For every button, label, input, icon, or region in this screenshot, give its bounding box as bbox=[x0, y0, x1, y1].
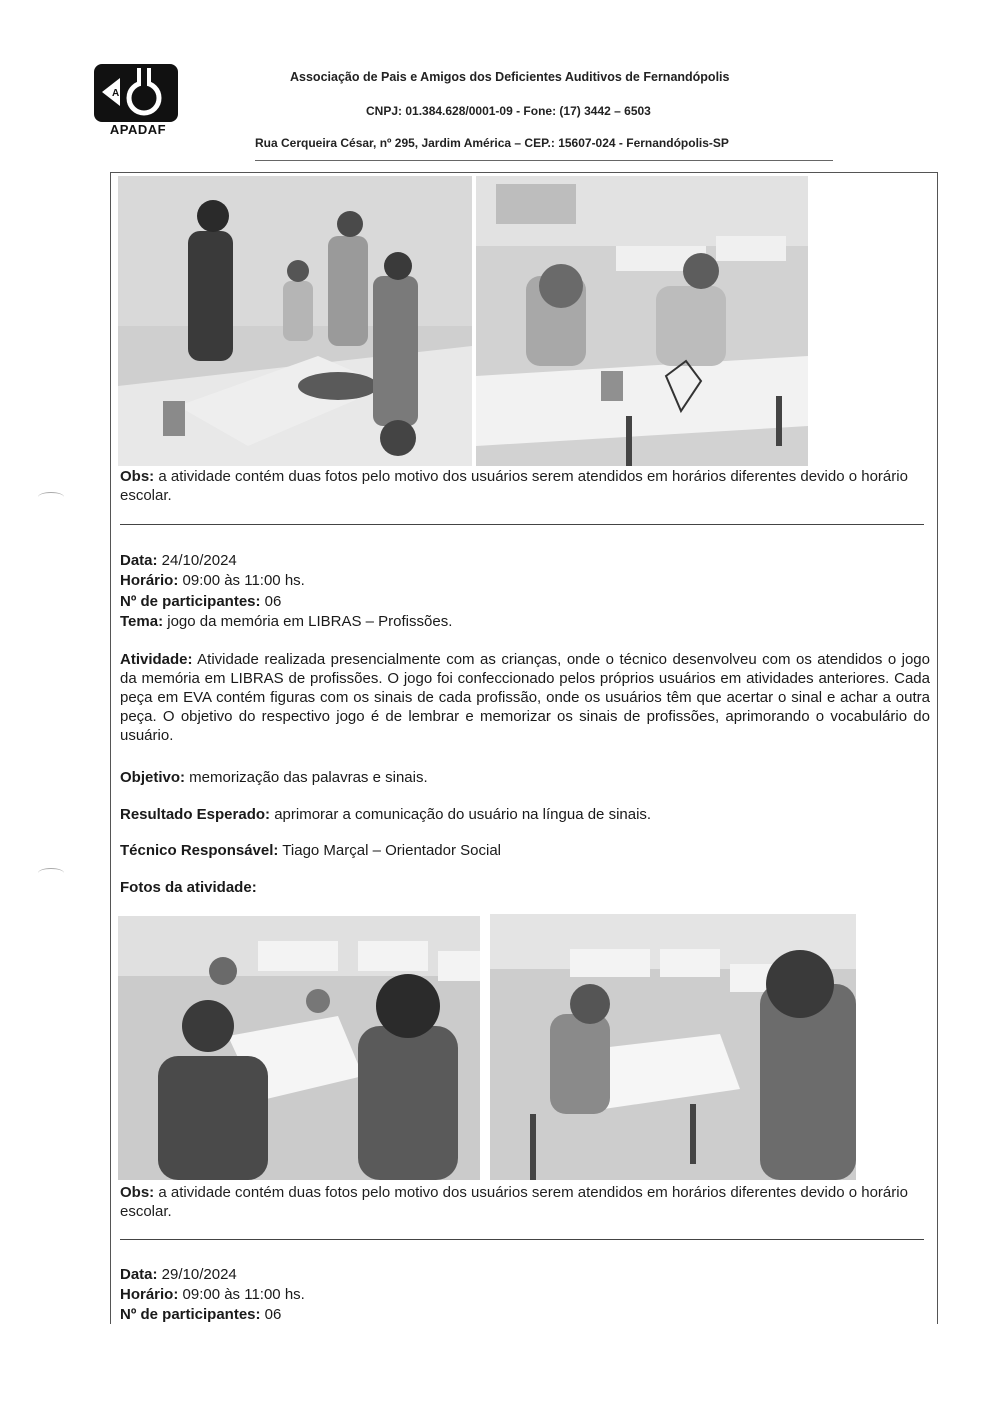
time-field bbox=[120, 571, 305, 590]
participants-field bbox=[120, 592, 281, 611]
logo-text: APADAF bbox=[109, 122, 167, 137]
activity-value: Atividade realizada presencialmente com as crianças, onde o técnico desenvolveu com os atendidos o jogo da memória em LIBRAS de profissões. O jogo foi confeccionado pelos próprios usuários em atividades anteriores. Cada peça em EVA contém figuras com os sinais de cada profissão, onde os usuários têm que acertar o sinal e achar a outra peça. O objetivo do respectivo jogo é de lembrar e memorizar os sinais de profissões, aprimorando o vocabulário do usuário. bbox=[120, 651, 930, 744]
responsible-technician-field bbox=[120, 841, 501, 860]
date-label: Data: bbox=[120, 1266, 158, 1283]
scan-margin-mark bbox=[38, 492, 64, 502]
date-field bbox=[120, 551, 237, 570]
activity-label: Atividade: bbox=[120, 651, 193, 668]
address: Rua Cerqueira César, nº 295, Jardim América – CEP.: 15607-024 - Fernandópolis-SP bbox=[255, 136, 729, 150]
section-divider bbox=[120, 524, 924, 525]
participants-value: 06 bbox=[260, 593, 282, 610]
participants-value: 06 bbox=[260, 1306, 282, 1323]
theme-field bbox=[120, 612, 452, 631]
date-label: Data: bbox=[120, 552, 158, 569]
activity-photo-1 bbox=[118, 176, 472, 466]
frame-right-border bbox=[937, 172, 938, 1324]
obs-label: Obs: bbox=[120, 468, 155, 485]
activity-photo-3 bbox=[118, 916, 480, 1180]
obs-label: Obs: bbox=[120, 1184, 155, 1201]
technician-label: Técnico Responsável: bbox=[120, 842, 279, 859]
apadaf-logo bbox=[92, 62, 184, 140]
activity-photo-4 bbox=[490, 914, 856, 1180]
obs-text: a atividade contém duas fotos pelo motivo dos usuários serem atendidos em horários diferentes devido o horário escolar. bbox=[120, 468, 908, 504]
observation-note bbox=[120, 467, 928, 505]
cnpj-phone: CNPJ: 01.384.628/0001-09 - Fone: (17) 3442 – 6503 bbox=[366, 104, 651, 118]
time-value: 09:00 às 11:00 hs. bbox=[178, 572, 305, 589]
objective-label: Objetivo: bbox=[120, 769, 186, 786]
objective-field bbox=[120, 768, 428, 787]
header-divider bbox=[255, 160, 833, 161]
technician-value: Tiago Marçal – Orientador Social bbox=[278, 842, 501, 859]
time-value: 09:00 às 11:00 hs. bbox=[178, 1286, 305, 1303]
theme-label: Tema: bbox=[120, 613, 164, 630]
date-value: 24/10/2024 bbox=[157, 552, 237, 569]
scan-margin-mark bbox=[38, 868, 64, 878]
time-label: Horário: bbox=[120, 1286, 179, 1303]
expected-result-field bbox=[120, 805, 651, 824]
expected-result-value: aprimorar a comunicação do usuário na língua de sinais. bbox=[270, 806, 652, 823]
activity-photos-heading bbox=[120, 878, 257, 897]
frame-top-border bbox=[110, 172, 938, 173]
time-field bbox=[120, 1285, 305, 1304]
svg-text:A: A bbox=[112, 88, 120, 99]
theme-value: jogo da memória em LIBRAS – Profissões. bbox=[163, 613, 453, 630]
date-value: 29/10/2024 bbox=[157, 1266, 237, 1283]
photos-label: Fotos da atividade: bbox=[120, 879, 257, 896]
objective-value: memorização das palavras e sinais. bbox=[185, 769, 428, 786]
section-divider bbox=[120, 1239, 924, 1240]
logo-mark-icon bbox=[92, 62, 184, 124]
date-field bbox=[120, 1265, 237, 1284]
participants-label: Nº de participantes: bbox=[120, 1306, 261, 1323]
frame-left-border bbox=[110, 172, 111, 1324]
activity-photo-2 bbox=[476, 176, 808, 466]
expected-result-label: Resultado Esperado: bbox=[120, 806, 271, 823]
participants-label: Nº de participantes: bbox=[120, 593, 261, 610]
observation-note bbox=[120, 1183, 928, 1221]
participants-field bbox=[120, 1305, 281, 1324]
time-label: Horário: bbox=[120, 572, 179, 589]
activity-description bbox=[120, 650, 930, 745]
obs-text: a atividade contém duas fotos pelo motivo dos usuários serem atendidos em horários diferentes devido o horário escolar. bbox=[120, 1184, 908, 1220]
organization-name: Associação de Pais e Amigos dos Deficientes Auditivos de Fernandópolis bbox=[290, 70, 730, 84]
